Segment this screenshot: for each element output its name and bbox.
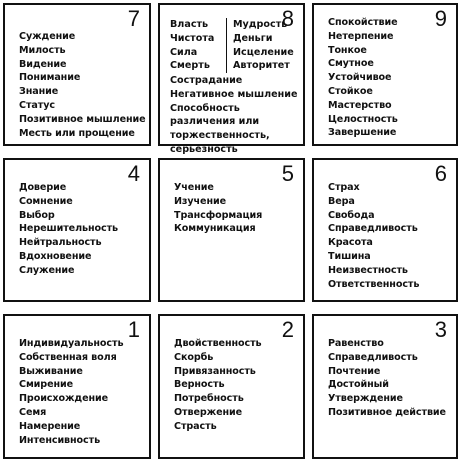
list-item: Смирение [19,379,74,391]
list-item: Справедливость [328,351,418,363]
list-item: Выбор [19,209,55,221]
item-list [170,74,302,157]
list-item: Суждение [19,31,76,42]
list-item: Мастерство [328,99,392,111]
box-number: 4 [127,161,140,186]
list-item: Служение [19,264,75,276]
list-item: Позитивное действие [328,406,446,418]
list-item: Скорбь [174,351,214,363]
list-item: Трансформация [174,209,263,221]
grid-cell: Авторитет [226,59,290,73]
list-item: Намерение [19,420,81,432]
box-7 [3,3,151,146]
list-item: Статус [19,99,55,111]
list-item: Интенсивность [19,434,101,446]
box-number: 3 [434,317,447,342]
list-item: Справедливость [328,223,418,235]
list-item: Сострадание [170,75,243,86]
list-item: Видение [19,58,67,70]
list-item: Стойкое [328,85,373,97]
list-item: Страх [328,182,360,193]
list-item: Семя [19,406,47,418]
grid-cell: Исцеление [226,46,290,60]
list-item: Доверие [19,182,67,193]
list-item: Происхождение [19,393,109,405]
list-item: Тонкое [328,44,367,56]
box-number: 8 [281,6,294,31]
box-6 [312,158,458,302]
item-list [19,181,118,278]
list-item: Спокойствие [328,17,398,28]
list-item: Милость [19,44,66,56]
list-item: Ответственность [328,278,420,290]
box-number: 2 [281,317,294,342]
box-4 [3,158,151,302]
item-list [19,30,146,140]
box-5 [158,158,305,302]
list-item: Негативное мышление [170,88,298,100]
list-item: Нетерпение [328,30,394,42]
item-list [328,16,398,140]
list-item: Нерешительность [19,223,119,235]
list-item: Отвержение [174,406,243,418]
list-item: Верность [174,379,225,391]
box-8 [158,3,305,155]
list-item: Знание [19,86,59,98]
box-9 [312,3,458,146]
list-item: Утверждение [328,393,403,405]
grid-cell: Чистота [170,32,215,44]
list-item: Страсть [174,420,217,432]
box-3 [312,314,458,459]
item-list [328,181,419,291]
list-item: Нейтральность [19,237,102,249]
list-item: Учение [174,182,214,193]
grid-cell: Власть [170,19,209,30]
box-number: 1 [127,317,140,342]
box-number: 7 [127,6,140,31]
two-column-grid [170,18,292,73]
grid-cell: Деньги [226,32,290,46]
grid-cell: Смерть [170,60,210,72]
list-item: Способность различения или торжественность, серьёзность [170,102,270,155]
list-item: Устойчивое [328,72,392,84]
list-item: Коммуникация [174,223,256,235]
item-list [174,337,262,434]
list-item: Индивидуальность [19,338,124,349]
list-item: Почтение [328,365,381,377]
item-list [328,337,446,420]
list-item: Изучение [174,195,227,207]
box-number: 5 [281,161,294,186]
box-2 [158,314,305,459]
item-list [174,181,262,236]
box-number: 6 [434,161,447,186]
list-item: Красота [328,237,373,249]
list-item: Вдохновение [19,250,92,262]
list-item: Свобода [328,209,375,221]
list-item: Двойственность [174,338,262,349]
list-item: Достойный [328,379,389,391]
list-item: Собственная воля [19,351,117,363]
list-item: Тишина [328,250,371,262]
list-item: Смутное [328,58,374,70]
grid-cell: Мудрость [226,18,290,32]
list-item: Позитивное мышление [19,113,146,125]
list-item: Равенство [328,338,384,349]
box-number: 9 [434,6,447,31]
item-list [19,337,123,447]
list-item: Понимание [19,72,81,84]
list-item: Сомнение [19,195,73,207]
list-item: Потребность [174,393,244,405]
list-item: Выживание [19,365,83,377]
list-item: Месть или прощение [19,127,135,139]
list-item: Завершение [328,127,397,139]
list-item: Вера [328,195,355,207]
list-item: Привязанность [174,365,256,377]
list-item: Целостность [328,113,398,125]
list-item: Неизвестность [328,264,408,276]
box-1 [3,314,151,459]
grid-cell: Сила [170,46,198,58]
